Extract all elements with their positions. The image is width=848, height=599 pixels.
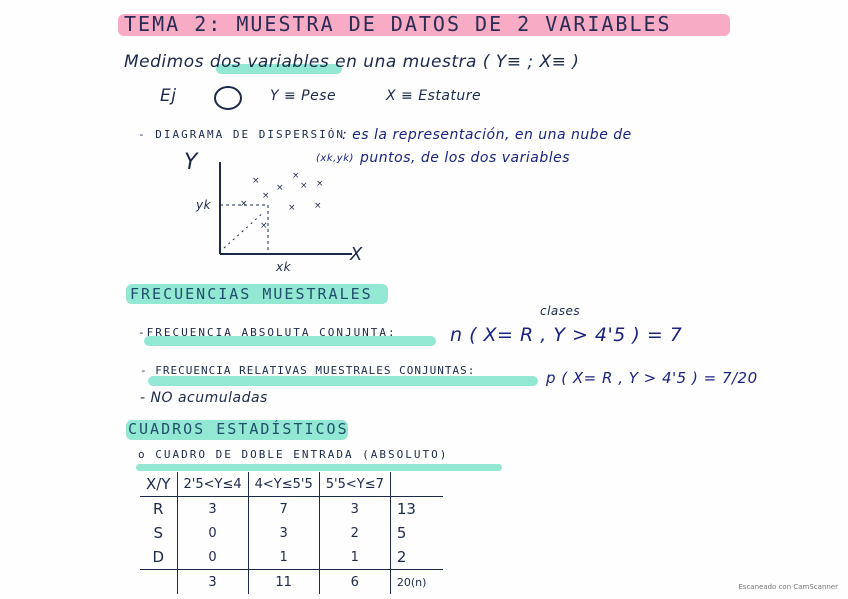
row-total: 13	[390, 497, 443, 522]
yk-label: yk	[196, 198, 212, 212]
scatter-point: ×	[262, 191, 270, 201]
table-row	[140, 497, 443, 522]
table-header-cell: X/Y	[146, 475, 171, 493]
dispersion-description-2: puntos, de los dos variables	[360, 150, 570, 166]
row-total: 2	[390, 545, 443, 570]
table-row	[140, 521, 443, 545]
scatter-point: ×	[314, 201, 322, 211]
xk-label: xk	[276, 260, 292, 274]
scatter-point: ×	[292, 171, 300, 181]
cuadro-subtitle: o CUADRO DE DOBLE ENTRADA (ABSOLUTO)	[138, 448, 449, 461]
rel-label: - FRECUENCIA RELATIVAS MUESTRALES CONJUNTAS:	[140, 364, 476, 377]
table-header-cell: 5'5<Y≤7	[319, 472, 390, 497]
table-cell: 2	[319, 521, 390, 545]
intro-line: Medimos dos variables en una muestra ( Y≡ ; X≡ )	[124, 52, 580, 72]
abs-label: -FRECUENCIA ABSOLUTA CONJUNTA:	[138, 326, 397, 339]
rel-formula: p ( X= R , Y > 4'5 ) = 7/20	[546, 369, 758, 387]
table-cell: 0	[177, 521, 248, 545]
x-definition: X ≡ Estature	[386, 88, 482, 104]
table-cell: 0	[177, 545, 248, 570]
scatter-point: ×	[260, 221, 268, 231]
table-cell: 7	[248, 497, 319, 522]
doble-entrada-table	[140, 472, 443, 594]
scatter-point: ×	[240, 199, 248, 209]
table-header-cell: 2'5<Y≤4	[177, 472, 248, 497]
scatter-point: ×	[276, 183, 284, 193]
ej-label: Ej	[160, 86, 177, 106]
grand-total: 20(n)	[390, 570, 443, 595]
rel-highlight	[148, 376, 538, 386]
y-axis-label: Y	[184, 150, 198, 175]
x-axis-label: X	[350, 244, 363, 265]
row-label: D	[152, 548, 165, 566]
totals-label	[140, 570, 177, 595]
doble-entrada-highlight	[136, 464, 502, 471]
table-header-cell: 4<Y≤5'5	[248, 472, 319, 497]
circle-icon	[212, 84, 244, 112]
table-header-cell	[390, 472, 443, 497]
column-total: 11	[248, 570, 319, 595]
scatter-point: ×	[316, 179, 324, 189]
y-definition: Y ≡ Pese	[270, 88, 337, 104]
dispersion-point-label: (xk,yk)	[316, 153, 354, 164]
row-label: S	[153, 524, 164, 542]
page-title: TEMA 2: MUESTRA DE DATOS DE 2 VARIABLES	[124, 12, 672, 36]
scatter-point: ×	[288, 203, 296, 213]
table-cell: 1	[319, 545, 390, 570]
row-total: 5	[390, 521, 443, 545]
cuadros-heading: CUADROS ESTADÍSTICOS	[128, 420, 349, 438]
dispersion-description-1: : es la representación, en una nube de	[342, 127, 632, 143]
frecuencias-heading: FRECUENCIAS MUESTRALES	[130, 285, 373, 303]
no-acumuladas: - NO acumuladas	[140, 390, 268, 406]
row-label: R	[153, 500, 164, 518]
table-cell: 1	[248, 545, 319, 570]
scatter-point: ×	[252, 176, 260, 186]
clases-note: clases	[540, 304, 581, 318]
scatter-point: ×	[300, 181, 308, 191]
table-cell: 3	[319, 497, 390, 522]
dispersion-label: - DIAGRAMA DE DISPERSIÓN	[138, 128, 345, 141]
table-cell: 3	[177, 497, 248, 522]
abs-formula: n ( X= R , Y > 4'5 ) = 7	[450, 324, 683, 346]
table-totals-row	[140, 570, 443, 595]
column-total: 6	[319, 570, 390, 595]
table-cell: 3	[248, 521, 319, 545]
scanner-credit: Escaneado con CamScanner	[738, 583, 838, 591]
table-row	[140, 545, 443, 570]
table-header-row	[140, 472, 443, 497]
column-total: 3	[177, 570, 248, 595]
